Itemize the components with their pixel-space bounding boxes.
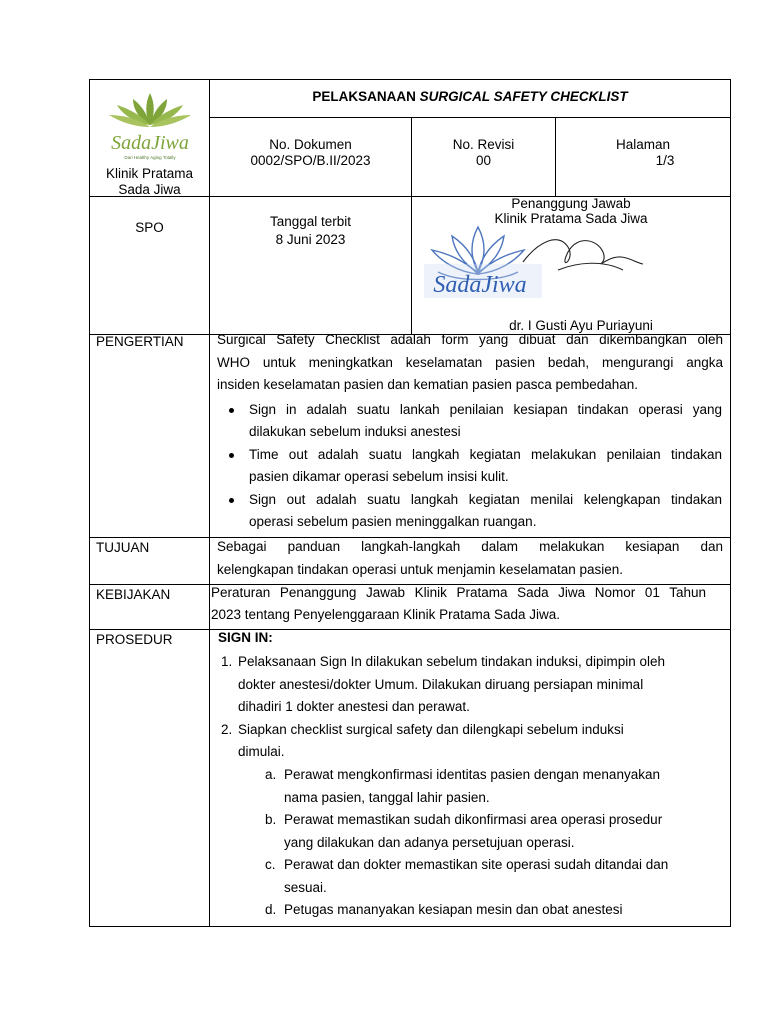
- responsible-name: dr. I Gusti Ayu Puriayuni: [509, 318, 653, 333]
- pengertian-bullet-2-line-2: pasien dikamar operasi sebelum insisi kulit.: [249, 469, 509, 484]
- title-italic: SURGICAL SAFETY CHECKLIST: [419, 89, 628, 104]
- table-border-right: [730, 79, 731, 927]
- kebijakan-line-2: 2023 tentang Penyelenggaraan Klinik Pratama Sada Jiwa.: [211, 607, 560, 622]
- responsible-clinic: Klinik Pratama Sada Jiwa: [494, 211, 648, 226]
- bullet-icon: [229, 498, 234, 503]
- prosedur-heading: SIGN IN:: [218, 630, 273, 645]
- step-number: 1.: [221, 654, 233, 669]
- tujuan-line-2: kelengkapan tindakan operasi untuk menjamin keselamatan pasien.: [217, 562, 624, 577]
- stamp-text: SadaJiwa: [433, 272, 527, 298]
- substep-a-line-2: nama pasien, tanggal lahir pasien.: [284, 790, 490, 805]
- pengertian-line-2: WHO untuk meningkatkan keselamatan pasien bedah, mengurangi angka: [217, 355, 723, 370]
- step-1-line-3: dihadiri 1 dokter anestesi dan perawat.: [238, 699, 470, 714]
- doc-number-value: 0002/SPO/B.II/2023: [250, 153, 371, 168]
- substep-letter: a.: [265, 767, 277, 782]
- page-value: 1/3: [655, 153, 675, 168]
- clinic-name-line1: Klinik Pratama: [105, 166, 194, 181]
- revision-value: 00: [475, 153, 492, 168]
- substep-c-line-1: Perawat dan dokter memastikan site operasi sudah ditandai dan: [284, 857, 669, 872]
- pengertian-bullet-3-line-2: operasi sebelum pasien meninggalkan ruangan.: [249, 514, 537, 529]
- step-2-line-1: Siapkan checklist surgical safety dan dilengkapi sebelum induksi: [238, 722, 624, 737]
- substep-letter: b.: [265, 812, 277, 827]
- clinic-logo: [95, 85, 205, 167]
- step-2-line-2: dimulai.: [238, 744, 285, 759]
- substep-letter: c.: [265, 857, 276, 872]
- pengertian-bullet-1-line-1: Sign in adalah suatu lankah penilaian kesiapan tindakan operasi yang: [249, 402, 722, 417]
- bullet-icon: [229, 453, 234, 458]
- pengertian-line-1: Surgical Safety Checklist adalah form yang dibuat dan dikembangkan oleh: [217, 332, 723, 347]
- step-1-line-1: Pelaksanaan Sign In dilakukan sebelum tindakan induksi, dipimpin oleh: [238, 654, 666, 669]
- tujuan-label: TUJUAN: [96, 540, 150, 555]
- substep-c-line-2: sesuai.: [284, 880, 327, 895]
- label-column-divider: [209, 79, 210, 927]
- substep-b-line-1: Perawat memastikan sudah dikonfirmasi area operasi prosedur: [284, 812, 663, 827]
- pengertian-line-3: insiden keselamatan pasien dan kematian pasien pasca pembedahan.: [217, 377, 639, 392]
- substep-letter: d.: [265, 902, 277, 917]
- substep-b-line-2: yang dilakukan dan adanya persetujuan operasi.: [284, 835, 575, 850]
- tujuan-line-1: Sebagai panduan langkah-langkah dalam melakukan kesiapan dan: [217, 539, 723, 554]
- step-1-line-2: dokter anestesi/dokter Umum. Dilakukan diruang persiapan minimal: [238, 677, 644, 692]
- substep-d-line-1: Petugas mananyakan kesiapan mesin dan obat anestesi: [284, 902, 623, 917]
- clinic-stamp: [418, 212, 658, 312]
- responsible-title: Penanggung Jawab: [511, 196, 631, 211]
- clinic-name-line2: Sada Jiwa: [118, 182, 181, 197]
- kebijakan-line-1: Peraturan Penanggung Jawab Klinik Pratama Sada Jiwa Nomor 01 Tahun: [211, 585, 706, 600]
- prosedur-row-top: [89, 629, 731, 630]
- signature-icon: [523, 240, 643, 264]
- bullet-icon: [229, 408, 234, 413]
- logo-tagline: Dari Healthy Aging Totally: [124, 155, 176, 160]
- prosedur-label: PROSEDUR: [96, 632, 173, 647]
- table-border-top: [89, 79, 731, 80]
- title-row-divider: [209, 117, 731, 118]
- page-label: Halaman: [615, 137, 671, 152]
- issue-date-value: 8 Juni 2023: [275, 232, 346, 247]
- page-title: [210, 89, 730, 105]
- table-border-left: [89, 79, 90, 927]
- rev-column-divider: [555, 117, 556, 197]
- issue-date-label: Tanggal terbit: [269, 214, 352, 229]
- pengertian-bullet-2-line-1: Time out adalah suatu langkah kegiatan melakukan penilaian tindakan: [249, 447, 722, 462]
- substep-a-line-1: Perawat mengkonfirmasi identitas pasien dengan menanyakan: [284, 767, 660, 782]
- lotus-icon: [109, 93, 191, 127]
- revision-label: No. Revisi: [452, 137, 515, 152]
- kebijakan-label: KEBIJAKAN: [96, 587, 171, 602]
- pengertian-bullet-3-line-1: Sign out adalah suatu langkah kegiatan menilai kelengkapan tindakan: [249, 492, 722, 507]
- doc-number-label: No. Dokumen: [269, 137, 352, 152]
- pengertian-label: PENGERTIAN: [96, 334, 184, 349]
- logo-text: SadaJiwa: [111, 132, 189, 154]
- spo-label: SPO: [135, 220, 164, 235]
- title-prefix: PELAKSANAAN: [312, 89, 420, 104]
- pengertian-bullet-1-line-2: dilakukan sebelum induksi anestesi: [249, 424, 461, 439]
- step-number: 2.: [221, 722, 233, 737]
- table-border-bottom: [89, 926, 731, 927]
